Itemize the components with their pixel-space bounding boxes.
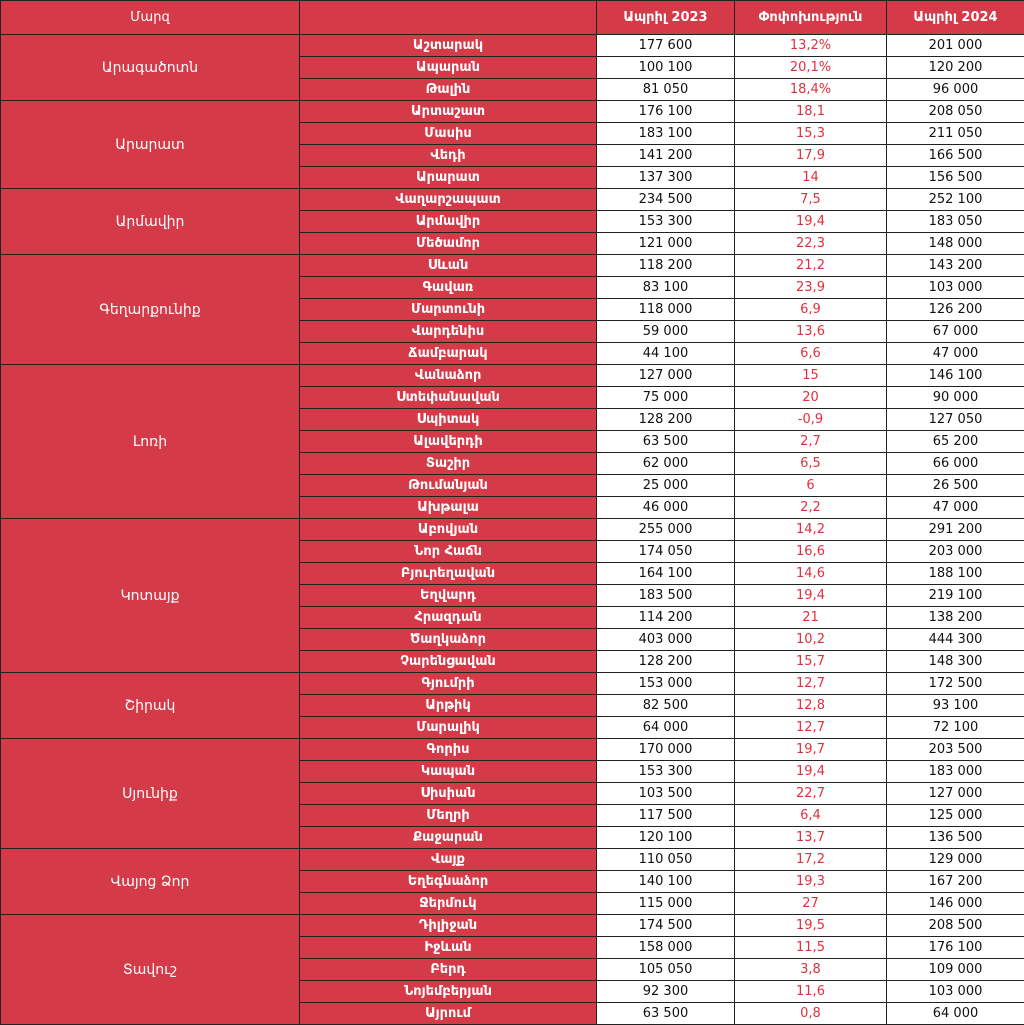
change-cell: 15,3 <box>735 123 887 145</box>
april-2023-cell: 183 500 <box>597 585 735 607</box>
april-2023-cell: 153 000 <box>597 673 735 695</box>
april-2024-cell: 219 100 <box>887 585 1024 607</box>
city-cell: Գյումրի <box>300 673 597 695</box>
april-2023-cell: 63 500 <box>597 1003 735 1025</box>
april-2024-cell: 47 000 <box>887 343 1024 365</box>
april-2023-cell: 183 100 <box>597 123 735 145</box>
april-2023-cell: 164 100 <box>597 563 735 585</box>
change-cell: 11,6 <box>735 981 887 1003</box>
city-cell: Գորիս <box>300 739 597 761</box>
change-cell: 14,6 <box>735 563 887 585</box>
city-cell: Կապան <box>300 761 597 783</box>
april-2024-cell: 156 500 <box>887 167 1024 189</box>
april-2023-cell: 115 000 <box>597 893 735 915</box>
april-2023-cell: 128 200 <box>597 651 735 673</box>
city-cell: Ծաղկաձոր <box>300 629 597 651</box>
change-cell: 22,7 <box>735 783 887 805</box>
april-2024-cell: 26 500 <box>887 475 1024 497</box>
april-2024-cell: 444 300 <box>887 629 1024 651</box>
city-cell: Մարալիկ <box>300 717 597 739</box>
change-cell: -0,9 <box>735 409 887 431</box>
change-cell: 27 <box>735 893 887 915</box>
change-cell: 6,4 <box>735 805 887 827</box>
city-cell: Բերդ <box>300 959 597 981</box>
april-2023-cell: 46 000 <box>597 497 735 519</box>
city-cell: Աբովյան <box>300 519 597 541</box>
city-cell: Այրում <box>300 1003 597 1025</box>
april-2023-cell: 82 500 <box>597 695 735 717</box>
april-2024-cell: 109 000 <box>887 959 1024 981</box>
city-cell: Թումանյան <box>300 475 597 497</box>
april-2024-cell: 103 000 <box>887 277 1024 299</box>
change-cell: 19,4 <box>735 585 887 607</box>
city-cell: Նոր Հաճն <box>300 541 597 563</box>
change-cell: 21 <box>735 607 887 629</box>
city-cell: Ախթալա <box>300 497 597 519</box>
change-cell: 22,3 <box>735 233 887 255</box>
april-2024-cell: 103 000 <box>887 981 1024 1003</box>
change-cell: 14 <box>735 167 887 189</box>
table-row <box>1 101 1024 123</box>
region-cell: Տավուշ <box>1 915 300 1025</box>
region-cell: Լոռի <box>1 365 300 519</box>
table-row <box>1 35 1024 57</box>
change-cell: 13,6 <box>735 321 887 343</box>
april-2023-cell: 153 300 <box>597 211 735 233</box>
city-cell: Տաշիր <box>300 453 597 475</box>
city-cell: Ջերմուկ <box>300 893 597 915</box>
header-april-2023: Ապրիլ 2023 <box>597 1 735 35</box>
april-2023-cell: 103 500 <box>597 783 735 805</box>
table-row <box>1 519 1024 541</box>
change-cell: 21,2 <box>735 255 887 277</box>
city-cell: Գավառ <box>300 277 597 299</box>
april-2024-cell: 208 500 <box>887 915 1024 937</box>
april-2024-cell: 146 100 <box>887 365 1024 387</box>
april-2024-cell: 125 000 <box>887 805 1024 827</box>
header-change: Փոփոխություն <box>735 1 887 35</box>
city-cell: Արարատ <box>300 167 597 189</box>
april-2024-cell: 67 000 <box>887 321 1024 343</box>
april-2023-cell: 177 600 <box>597 35 735 57</box>
change-cell: 10,2 <box>735 629 887 651</box>
april-2024-cell: 201 000 <box>887 35 1024 57</box>
change-cell: 2,2 <box>735 497 887 519</box>
city-cell: Նոյեմբերյան <box>300 981 597 1003</box>
city-cell: Արտաշատ <box>300 101 597 123</box>
april-2023-cell: 81 050 <box>597 79 735 101</box>
city-cell: Վարդենիս <box>300 321 597 343</box>
april-2024-cell: 138 200 <box>887 607 1024 629</box>
april-2024-cell: 65 200 <box>887 431 1024 453</box>
city-cell: Մեծամոր <box>300 233 597 255</box>
city-cell: Հրազդան <box>300 607 597 629</box>
change-cell: 15 <box>735 365 887 387</box>
change-cell: 19,5 <box>735 915 887 937</box>
april-2024-cell: 183 050 <box>887 211 1024 233</box>
city-cell: Բյուրեղավան <box>300 563 597 585</box>
april-2023-cell: 63 500 <box>597 431 735 453</box>
table-row <box>1 255 1024 277</box>
change-cell: 6 <box>735 475 887 497</box>
header-row <box>1 1 1024 35</box>
city-cell: Արմավիր <box>300 211 597 233</box>
change-cell: 19,4 <box>735 761 887 783</box>
april-2024-cell: 211 050 <box>887 123 1024 145</box>
city-cell: Եղվարդ <box>300 585 597 607</box>
april-2024-cell: 203 000 <box>887 541 1024 563</box>
april-2024-cell: 90 000 <box>887 387 1024 409</box>
april-2023-cell: 158 000 <box>597 937 735 959</box>
change-cell: 12,8 <box>735 695 887 717</box>
april-2023-cell: 255 000 <box>597 519 735 541</box>
city-cell: Ապարան <box>300 57 597 79</box>
april-2024-cell: 291 200 <box>887 519 1024 541</box>
april-2023-cell: 141 200 <box>597 145 735 167</box>
change-cell: 20 <box>735 387 887 409</box>
city-cell: Վեդի <box>300 145 597 167</box>
change-cell: 0,8 <box>735 1003 887 1025</box>
table-row <box>1 849 1024 871</box>
table-row <box>1 739 1024 761</box>
change-cell: 3,8 <box>735 959 887 981</box>
april-2024-cell: 146 000 <box>887 893 1024 915</box>
table-row <box>1 673 1024 695</box>
change-cell: 18,1 <box>735 101 887 123</box>
april-2023-cell: 62 000 <box>597 453 735 475</box>
change-cell: 6,9 <box>735 299 887 321</box>
april-2024-cell: 64 000 <box>887 1003 1024 1025</box>
april-2023-cell: 75 000 <box>597 387 735 409</box>
april-2023-cell: 234 500 <box>597 189 735 211</box>
region-cell: Արագածոտն <box>1 35 300 101</box>
april-2024-cell: 203 500 <box>887 739 1024 761</box>
change-cell: 20,1% <box>735 57 887 79</box>
city-cell: Մեղրի <box>300 805 597 827</box>
change-cell: 7,5 <box>735 189 887 211</box>
april-2023-cell: 127 000 <box>597 365 735 387</box>
april-2023-cell: 64 000 <box>597 717 735 739</box>
april-2023-cell: 174 500 <box>597 915 735 937</box>
april-2023-cell: 44 100 <box>597 343 735 365</box>
city-cell: Սպիտակ <box>300 409 597 431</box>
city-cell: Ալավերդի <box>300 431 597 453</box>
april-2024-cell: 167 200 <box>887 871 1024 893</box>
april-2024-cell: 188 100 <box>887 563 1024 585</box>
april-2024-cell: 148 000 <box>887 233 1024 255</box>
april-2023-cell: 170 000 <box>597 739 735 761</box>
april-2024-cell: 120 200 <box>887 57 1024 79</box>
april-2023-cell: 118 200 <box>597 255 735 277</box>
region-cell: Շիրակ <box>1 673 300 739</box>
april-2023-cell: 105 050 <box>597 959 735 981</box>
city-cell: Արթիկ <box>300 695 597 717</box>
region-cell: Կոտայք <box>1 519 300 673</box>
change-cell: 23,9 <box>735 277 887 299</box>
april-2024-cell: 148 300 <box>887 651 1024 673</box>
april-2023-cell: 25 000 <box>597 475 735 497</box>
city-cell: Վայք <box>300 849 597 871</box>
april-2023-cell: 118 000 <box>597 299 735 321</box>
april-2024-cell: 176 100 <box>887 937 1024 959</box>
city-cell: Մասիս <box>300 123 597 145</box>
region-cell: Սյունիք <box>1 739 300 849</box>
april-2023-cell: 117 500 <box>597 805 735 827</box>
table-body <box>1 35 1024 1025</box>
april-2024-cell: 208 050 <box>887 101 1024 123</box>
change-cell: 13,7 <box>735 827 887 849</box>
city-cell: Ճամբարակ <box>300 343 597 365</box>
april-2024-cell: 127 000 <box>887 783 1024 805</box>
april-2023-cell: 153 300 <box>597 761 735 783</box>
change-cell: 18,4% <box>735 79 887 101</box>
april-2023-cell: 137 300 <box>597 167 735 189</box>
april-2023-cell: 110 050 <box>597 849 735 871</box>
city-cell: Վաղարշապատ <box>300 189 597 211</box>
change-cell: 17,2 <box>735 849 887 871</box>
region-cell: Արմավիր <box>1 189 300 255</box>
change-cell: 11,5 <box>735 937 887 959</box>
city-cell: Աշտարակ <box>300 35 597 57</box>
city-cell: Քաջարան <box>300 827 597 849</box>
april-2024-cell: 127 050 <box>887 409 1024 431</box>
april-2024-cell: 72 100 <box>887 717 1024 739</box>
april-2023-cell: 83 100 <box>597 277 735 299</box>
city-cell: Եղեգնաձոր <box>300 871 597 893</box>
city-cell: Ստեփանավան <box>300 387 597 409</box>
april-2023-cell: 114 200 <box>597 607 735 629</box>
april-2024-cell: 136 500 <box>887 827 1024 849</box>
change-cell: 2,7 <box>735 431 887 453</box>
table-row <box>1 189 1024 211</box>
city-cell: Մարտունի <box>300 299 597 321</box>
change-cell: 15,7 <box>735 651 887 673</box>
change-cell: 19,3 <box>735 871 887 893</box>
april-2024-cell: 93 100 <box>887 695 1024 717</box>
header-april-2024: Ապրիլ 2024 <box>887 1 1024 35</box>
city-cell: Վանաձոր <box>300 365 597 387</box>
april-2024-cell: 172 500 <box>887 673 1024 695</box>
april-2023-cell: 140 100 <box>597 871 735 893</box>
change-cell: 19,7 <box>735 739 887 761</box>
region-cell: Արարատ <box>1 101 300 189</box>
region-cell: Վայոց Ձոր <box>1 849 300 915</box>
change-cell: 16,6 <box>735 541 887 563</box>
april-2023-cell: 92 300 <box>597 981 735 1003</box>
city-cell: Դիլիջան <box>300 915 597 937</box>
change-cell: 6,6 <box>735 343 887 365</box>
april-2024-cell: 183 000 <box>887 761 1024 783</box>
city-cell: Չարենցավան <box>300 651 597 673</box>
april-2023-cell: 100 100 <box>597 57 735 79</box>
april-2024-cell: 129 000 <box>887 849 1024 871</box>
change-cell: 12,7 <box>735 673 887 695</box>
change-cell: 17,9 <box>735 145 887 167</box>
city-cell: Սիսիան <box>300 783 597 805</box>
april-2024-cell: 47 000 <box>887 497 1024 519</box>
april-2024-cell: 126 200 <box>887 299 1024 321</box>
april-2024-cell: 96 000 <box>887 79 1024 101</box>
change-cell: 6,5 <box>735 453 887 475</box>
april-2024-cell: 66 000 <box>887 453 1024 475</box>
region-cell: Գեղարքունիք <box>1 255 300 365</box>
table-row <box>1 365 1024 387</box>
april-2023-cell: 403 000 <box>597 629 735 651</box>
change-cell: 14,2 <box>735 519 887 541</box>
april-2023-cell: 176 100 <box>597 101 735 123</box>
april-2024-cell: 166 500 <box>887 145 1024 167</box>
change-cell: 19,4 <box>735 211 887 233</box>
april-2023-cell: 59 000 <box>597 321 735 343</box>
city-cell: Թալին <box>300 79 597 101</box>
change-cell: 12,7 <box>735 717 887 739</box>
table-row <box>1 915 1024 937</box>
april-2024-cell: 252 100 <box>887 189 1024 211</box>
change-cell: 13,2% <box>735 35 887 57</box>
april-2023-cell: 121 000 <box>597 233 735 255</box>
april-2024-cell: 143 200 <box>887 255 1024 277</box>
header-city <box>300 1 597 35</box>
city-cell: Սևան <box>300 255 597 277</box>
april-2023-cell: 128 200 <box>597 409 735 431</box>
april-2023-cell: 120 100 <box>597 827 735 849</box>
city-cell: Իջևան <box>300 937 597 959</box>
header-region: Մարզ <box>1 1 300 35</box>
april-2023-cell: 174 050 <box>597 541 735 563</box>
